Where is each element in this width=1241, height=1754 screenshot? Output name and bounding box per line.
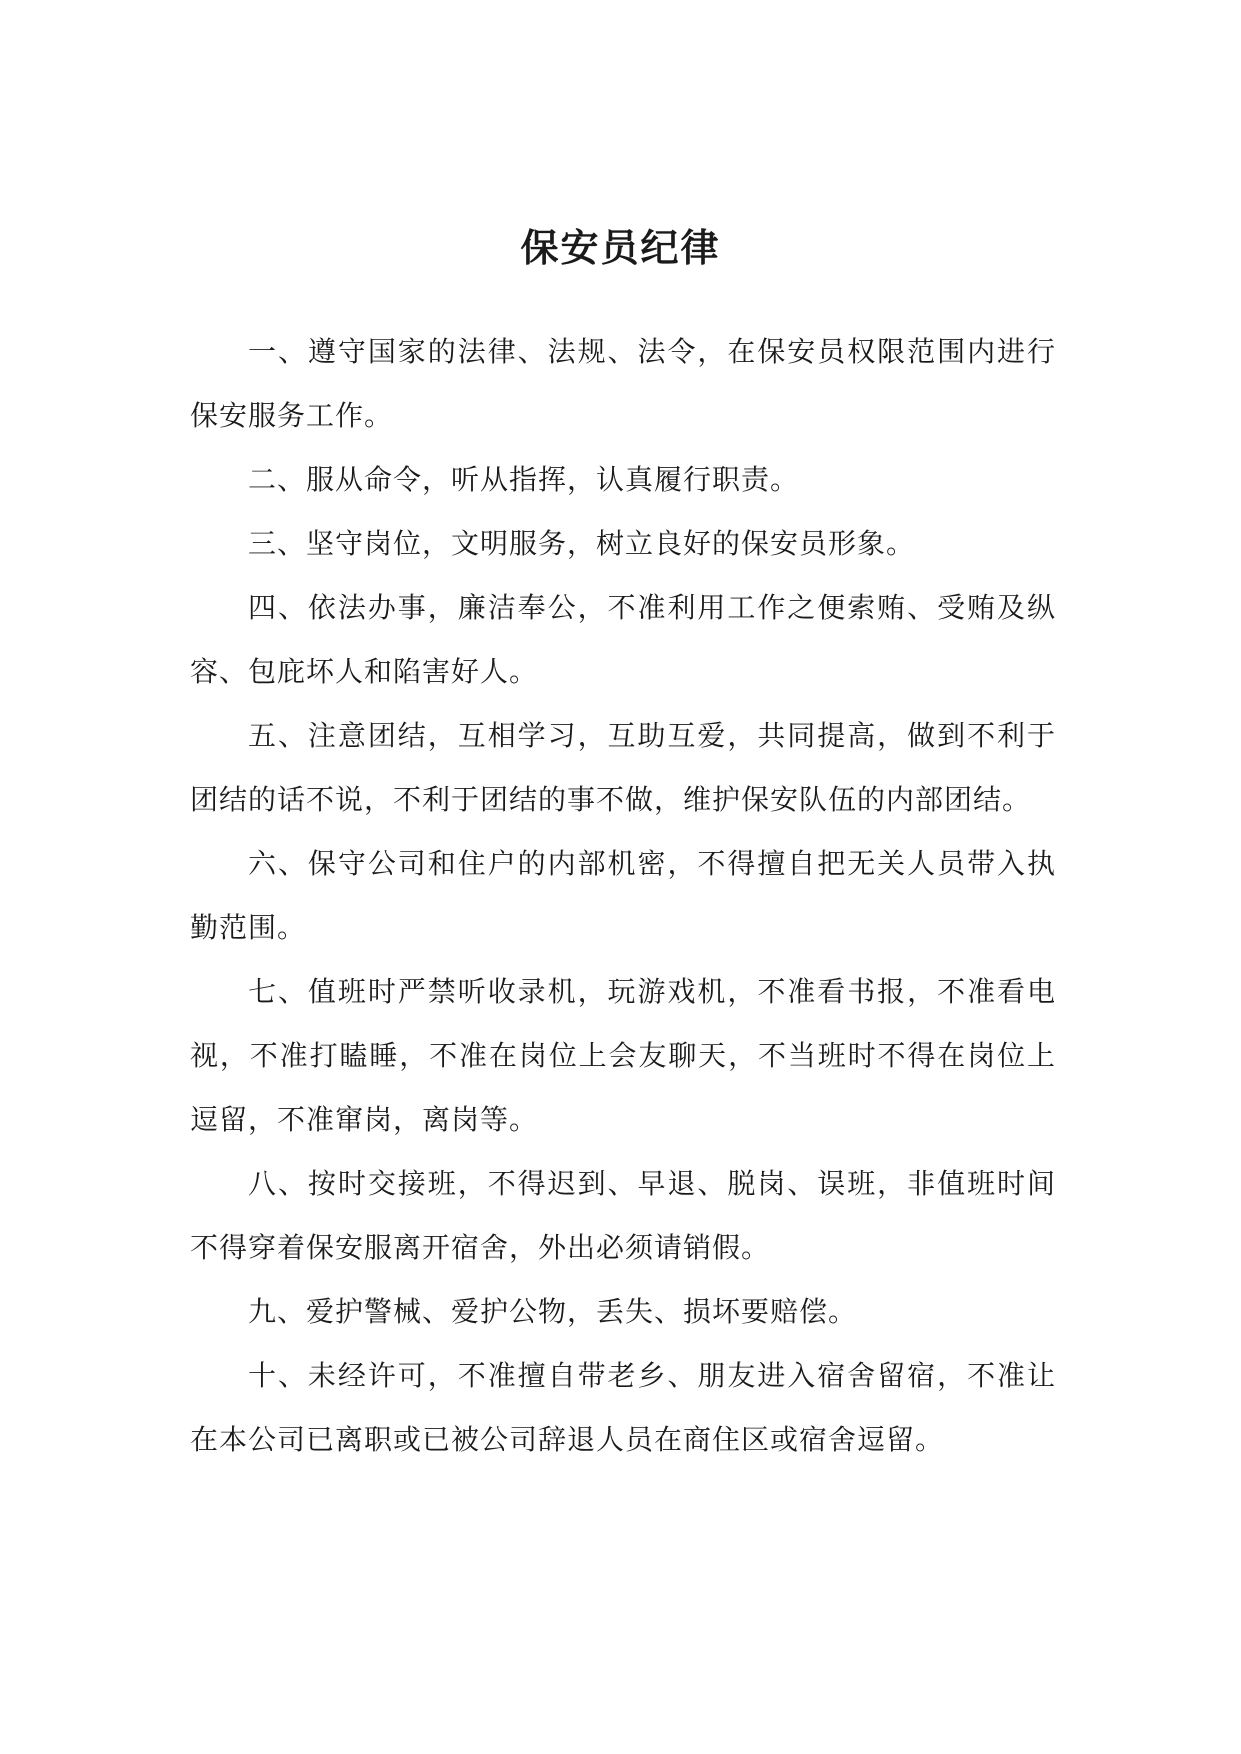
document-body [190,320,1056,1472]
rule-paragraph-10: 十、未经许可，不准擅自带老乡、朋友进入宿舍留宿，不准让在本公司已离职或已被公司辞退人员在商住区或宿舍逗留。 [190,1359,1056,1456]
document-title: 保安员纪律 [520,226,721,270]
rule-paragraph-9: 九、爱护警械、爱护公物，丢失、损坏要赔偿。 [248,1295,858,1328]
rule-paragraph-5: 五、注意团结，互相学习，互助互爱，共同提高，做到不利于团结的话不说，不利于团结的事不做，维护保安队伍的内部团结。 [190,719,1056,816]
rule-paragraph-1: 一、遵守国家的法律、法规、法令，在保安员权限范围内进行保安服务工作。 [190,335,1056,432]
rule-paragraph-3: 三、坚守岗位，文明服务，树立良好的保安员形象。 [248,527,916,560]
rule-paragraph-7: 七、值班时严禁听收录机，玩游戏机，不准看书报，不准看电视，不准打瞌睡，不准在岗位上会友聊天，不当班时不得在岗位上逗留，不准窜岗，离岗等。 [190,975,1056,1136]
rule-paragraph-2: 二、服从命令，听从指挥，认真履行职责。 [248,463,800,496]
rule-paragraph-6: 六、保守公司和住户的内部机密，不得擅自把无关人员带入执勤范围。 [190,847,1056,944]
rule-paragraph-4: 四、依法办事，廉洁奉公，不准利用工作之便索贿、受贿及纵容、包庇坏人和陷害好人。 [190,591,1056,688]
rule-paragraph-8: 八、按时交接班，不得迟到、早退、脱岗、误班，非值班时间不得穿着保安服离开宿舍，外出必须请销假。 [190,1167,1056,1264]
